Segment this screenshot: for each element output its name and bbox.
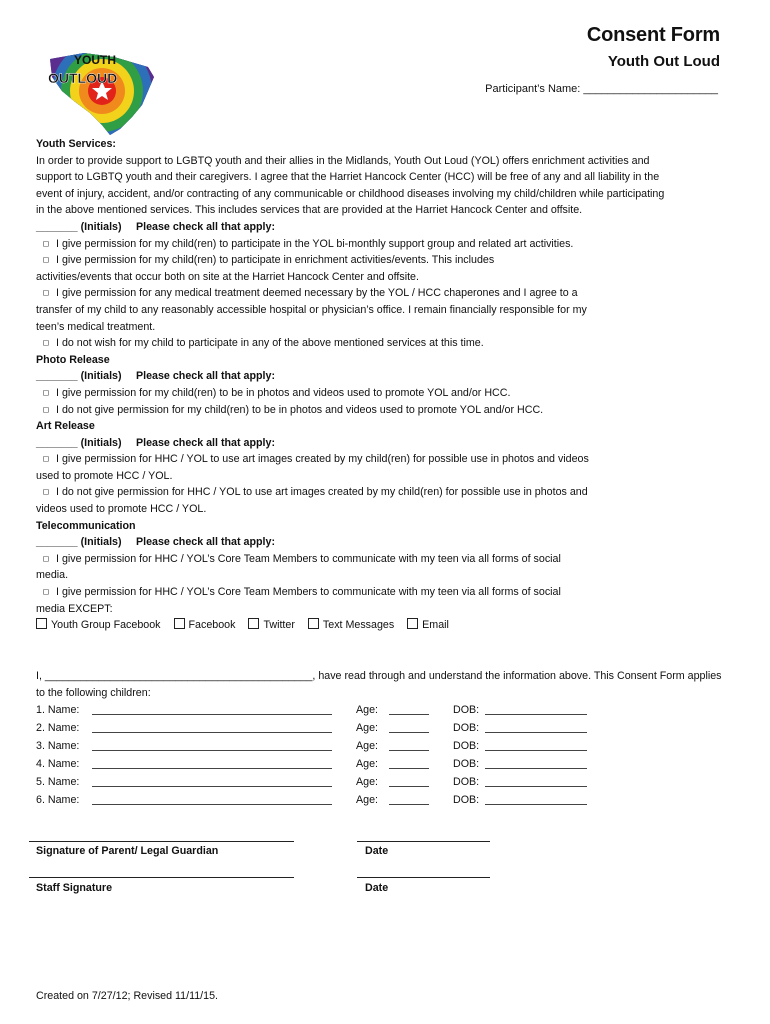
- child-name-label: 6. Name:: [36, 794, 80, 807]
- child-name-field[interactable]: [92, 750, 332, 751]
- youth-services-line: event of injury, accident, and/or contracting of any communicable or childhood diseases involving my child/children while participating: [36, 187, 665, 200]
- exception-twitter: Twitter: [263, 619, 295, 632]
- checkbox[interactable]: ◻: [42, 487, 50, 497]
- child-age-field[interactable]: [389, 732, 429, 733]
- option-text: videos used to promote HCC / YOL.: [36, 503, 207, 516]
- child-age-label: Age:: [356, 740, 378, 753]
- initials-field[interactable]: _______ (Initials): [36, 370, 122, 383]
- checkbox[interactable]: ◻: [42, 587, 50, 597]
- youth-services-line: In order to provide support to LGBTQ youth and their allies in the Midlands, Youth Out Loud (YOL) offers enrichment activities and: [36, 154, 650, 167]
- child-name-field[interactable]: [92, 786, 332, 787]
- checkbox[interactable]: ◻: [42, 404, 50, 414]
- exception-youth-group-facebook: Youth Group Facebook: [51, 619, 161, 632]
- checkbox[interactable]: [308, 618, 319, 629]
- check-instruction: Please check all that apply:: [136, 370, 276, 383]
- option-text: transfer of my child to any reasonably accessible hospital or physician’s office. I remain financially responsible for my: [36, 303, 587, 316]
- exception-text-messages: Text Messages: [322, 619, 395, 632]
- child-age-field[interactable]: [389, 750, 429, 751]
- child-dob-field[interactable]: [485, 714, 587, 715]
- art-release-heading: Art Release: [36, 420, 95, 433]
- parent-signature-line[interactable]: [29, 841, 294, 842]
- child-age-label: Age:: [356, 722, 378, 735]
- date-label: Date: [365, 845, 389, 857]
- child-dob-label: DOB:: [453, 776, 480, 789]
- child-dob-field[interactable]: [485, 786, 587, 787]
- telecom-heading: Telecommunication: [36, 519, 136, 532]
- checkbox[interactable]: ◻: [42, 387, 50, 397]
- initials-field[interactable]: _______ (Initials): [36, 536, 122, 549]
- option-text: used to promote HCC / YOL.: [36, 469, 173, 482]
- child-age-label: Age:: [356, 794, 378, 807]
- child-name-label: 1. Name:: [36, 704, 80, 717]
- child-row: [36, 702, 740, 720]
- child-dob-field[interactable]: [485, 750, 587, 751]
- option-text: I give permission for my child(ren) to participate in enrichment activities/events. This includes: [56, 254, 495, 267]
- child-dob-label: DOB:: [453, 704, 480, 717]
- option-text: activities/events that occur both on site at the Harriet Hancock Center and offsite.: [36, 270, 419, 283]
- revision-note: Created on 7/27/12; Revised 11/11/15.: [36, 990, 219, 1002]
- checkbox[interactable]: [174, 618, 185, 629]
- child-dob-label: DOB:: [453, 740, 480, 753]
- exception-facebook: Facebook: [188, 619, 236, 632]
- initials-field[interactable]: _______ (Initials): [36, 220, 122, 233]
- page-subtitle: Youth Out Loud: [607, 53, 720, 70]
- statement-line: to the following children:: [36, 686, 151, 699]
- checkbox[interactable]: ◻: [42, 338, 50, 348]
- option-text: I do not wish for my child to participate in any of the above mentioned services at this time.: [56, 337, 484, 350]
- date-line[interactable]: [357, 877, 490, 878]
- child-name-field[interactable]: [92, 768, 332, 769]
- child-dob-label: DOB:: [453, 794, 480, 807]
- child-row: [36, 792, 740, 810]
- child-age-label: Age:: [356, 704, 378, 717]
- checkbox[interactable]: [407, 618, 418, 629]
- checkbox[interactable]: ◻: [42, 238, 50, 248]
- form-body: [36, 136, 740, 634]
- check-instruction: Please check all that apply:: [136, 436, 276, 449]
- staff-signature-label: Staff Signature: [36, 882, 113, 894]
- option-text: media EXCEPT:: [36, 602, 113, 615]
- option-text: teen’s medical treatment.: [36, 320, 156, 333]
- date-line[interactable]: [357, 841, 490, 842]
- child-row: [36, 738, 740, 756]
- checkbox[interactable]: ◻: [42, 553, 50, 563]
- option-text: I do not give permission for my child(ren) to be in photos and videos used to promote YOL and/or HCC.: [56, 403, 544, 416]
- child-dob-field[interactable]: [485, 804, 587, 805]
- option-text: I do not give permission for HHC / YOL to use art images created by my child(ren) for possible use in photos and: [56, 486, 588, 499]
- page-title: Consent Form: [586, 24, 720, 46]
- option-text: I give permission for HHC / YOL’s Core Team Members to communicate with my teen via all forms of social: [56, 552, 561, 565]
- logo-bottom-text: OUTLOUD: [48, 70, 118, 86]
- option-text: I give permission for any medical treatment deemed necessary by the YOL / HCC chaperones and I agree to a: [56, 287, 578, 300]
- child-dob-label: DOB:: [453, 722, 480, 735]
- child-dob-field[interactable]: [485, 768, 587, 769]
- child-age-label: Age:: [356, 758, 378, 771]
- checkbox[interactable]: [36, 618, 47, 629]
- checkbox[interactable]: [248, 618, 259, 629]
- youth-services-line: in the above mentioned services. This includes services that are provided at the Harriet Hancock Center and offsite.: [36, 204, 583, 217]
- checkbox[interactable]: ◻: [42, 255, 50, 265]
- child-name-field[interactable]: [92, 714, 332, 715]
- children-section: [36, 668, 740, 810]
- child-name-label: 5. Name:: [36, 776, 80, 789]
- child-row: [36, 756, 740, 774]
- child-age-field[interactable]: [389, 714, 429, 715]
- exception-email: Email: [422, 619, 449, 632]
- child-name-label: 4. Name:: [36, 758, 80, 771]
- child-name-label: 2. Name:: [36, 722, 80, 735]
- child-dob-label: DOB:: [453, 758, 480, 771]
- check-instruction: Please check all that apply:: [136, 536, 276, 549]
- checkbox[interactable]: ◻: [42, 454, 50, 464]
- child-row: [36, 774, 740, 792]
- youth-services-line: support to LGBTQ youth and their caregivers. I agree that the Harriet Hancock Center (HCC) will be free of any and all liability in the: [36, 171, 660, 184]
- child-age-label: Age:: [356, 776, 378, 789]
- check-instruction: Please check all that apply:: [136, 220, 276, 233]
- child-name-field[interactable]: [92, 732, 332, 733]
- date-label: Date: [365, 882, 389, 894]
- staff-signature-line[interactable]: [29, 877, 294, 878]
- option-text: I give permission for my child(ren) to be in photos and videos used to promote YOL and/or HCC.: [56, 386, 511, 399]
- option-text: media.: [36, 569, 69, 582]
- option-text: I give permission for my child(ren) to participate in the YOL bi-monthly support group and related art activities.: [56, 237, 574, 250]
- youth-out-loud-logo: [44, 47, 156, 137]
- logo-top-text: YOUTH: [74, 53, 116, 67]
- child-name-field[interactable]: [92, 804, 332, 805]
- checkbox[interactable]: ◻: [42, 288, 50, 298]
- child-row: [36, 720, 740, 738]
- photo-release-heading: Photo Release: [36, 353, 110, 366]
- child-age-field[interactable]: [389, 786, 429, 787]
- participant-name-field[interactable]: Participant’s Name: ______________________: [485, 83, 718, 95]
- youth-services-heading: Youth Services:: [36, 138, 116, 150]
- option-text: I give permission for HHC / YOL to use art images created by my child(ren) for possible use in photos and videos: [56, 453, 589, 466]
- statement-line[interactable]: I, _____________________________________________, have read through and understand the information above. This Consent Form applies: [36, 670, 722, 682]
- initials-field[interactable]: _______ (Initials): [36, 436, 122, 449]
- child-age-field[interactable]: [389, 804, 429, 805]
- parent-signature-label: Signature of Parent/ Legal Guardian: [36, 845, 219, 857]
- social-media-exceptions: [36, 617, 740, 634]
- option-text: I give permission for HHC / YOL’s Core Team Members to communicate with my teen via all forms of social: [56, 586, 561, 599]
- child-name-label: 3. Name:: [36, 740, 80, 753]
- child-dob-field[interactable]: [485, 732, 587, 733]
- child-age-field[interactable]: [389, 768, 429, 769]
